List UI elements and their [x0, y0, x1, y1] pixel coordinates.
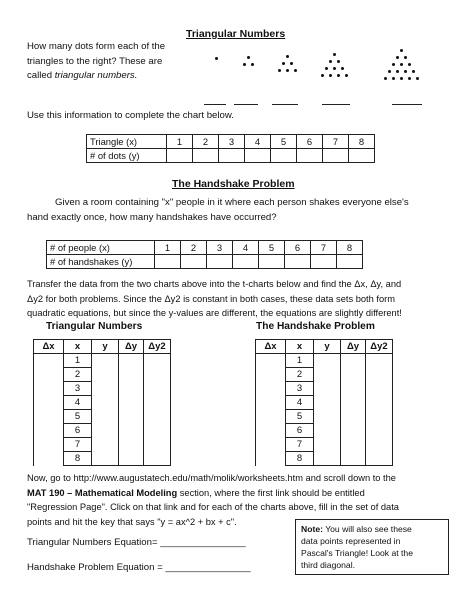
table-cell: 5: [259, 241, 285, 255]
dot: [396, 70, 399, 73]
tchart-input-cell[interactable]: [34, 382, 64, 396]
table-cell: 1: [155, 241, 181, 255]
tchart-input-cell[interactable]: [92, 410, 119, 424]
dot: [341, 67, 344, 70]
tchart-x-cell: 3: [64, 382, 92, 396]
input-cell[interactable]: [311, 255, 337, 269]
dot: [384, 77, 387, 80]
triangular-equation-line[interactable]: Triangular Numbers Equation= ________________: [27, 537, 246, 548]
table-row: [47, 241, 363, 255]
tchart-x-cell: 3: [286, 382, 314, 396]
transfer-line-1: Transfer the data from the two charts above into the t-charts below and find the Δx, Δy, and: [27, 279, 402, 289]
table-row: [34, 424, 171, 438]
transfer-text: [27, 277, 463, 321]
dot: [404, 70, 407, 73]
tchart-handshake: [255, 339, 393, 466]
tchart-input-cell[interactable]: [341, 452, 366, 466]
tchart-x-cell: 8: [286, 452, 314, 466]
dot: [412, 70, 415, 73]
tchart-x-cell: 2: [64, 368, 92, 382]
table-cell: 2: [193, 135, 219, 149]
tchart-triangular: [33, 339, 171, 466]
input-cell[interactable]: [323, 149, 349, 163]
input-cell[interactable]: [259, 255, 285, 269]
tchart-x-cell: 8: [64, 452, 92, 466]
tchart-input-cell[interactable]: [256, 452, 286, 466]
tchart-header-cell: x: [286, 340, 314, 354]
tchart-input-cell[interactable]: [314, 410, 341, 424]
intro-line-1: How many dots form each of the: [27, 41, 166, 52]
tchart-x-cell: 6: [286, 424, 314, 438]
dot: [337, 74, 340, 77]
tchart-x-cell: 4: [64, 396, 92, 410]
table-row: [34, 354, 171, 368]
tchart-input-cell[interactable]: [341, 424, 366, 438]
tchart-input-cell[interactable]: [314, 396, 341, 410]
dot: [243, 63, 246, 66]
tchart-input-cell[interactable]: [119, 410, 144, 424]
title-handshake-problem: The Handshake Problem: [172, 178, 295, 190]
tchart-input-cell[interactable]: [144, 382, 171, 396]
tchart-input-cell[interactable]: [119, 368, 144, 382]
table-cell: 3: [207, 241, 233, 255]
tchart-input-cell[interactable]: [366, 354, 393, 368]
handshake-equation-line[interactable]: Handshake Problem Equation = ________________: [27, 562, 251, 573]
tchart-input-cell[interactable]: [314, 368, 341, 382]
tchart-input-cell[interactable]: [256, 424, 286, 438]
input-cell[interactable]: [207, 255, 233, 269]
tchart-input-cell[interactable]: [314, 382, 341, 396]
input-cell[interactable]: [297, 149, 323, 163]
input-cell[interactable]: [233, 255, 259, 269]
table-cell: 8: [349, 135, 375, 149]
people-x-label: # of people (x): [47, 241, 155, 255]
answer-blank[interactable]: [272, 104, 298, 105]
dot: [404, 56, 407, 59]
tchart-input-cell[interactable]: [34, 410, 64, 424]
handshake-line-2: hand exactly once, how many handshakes have occurred?: [27, 211, 277, 223]
instructions-line-2: MAT 190 – Mathematical Modeling section, where the first link should be entitled: [27, 487, 365, 498]
dot: [400, 49, 403, 52]
tchart-left-title: Triangular Numbers: [46, 321, 143, 332]
tchart-input-cell[interactable]: [144, 424, 171, 438]
dot: [278, 69, 281, 72]
intro-term: triangular numbers.: [54, 70, 138, 81]
tchart-input-cell[interactable]: [144, 396, 171, 410]
tchart-input-cell[interactable]: [92, 396, 119, 410]
dot: [400, 77, 403, 80]
table-row: [87, 135, 375, 149]
tchart-x-cell: 5: [64, 410, 92, 424]
tchart-input-cell[interactable]: [366, 368, 393, 382]
table-row: [256, 438, 393, 452]
transfer-line-3: quadratic equations, but since the y-values are different, the equations are slightly different!: [27, 308, 402, 318]
dot: [333, 53, 336, 56]
tchart-input-cell[interactable]: [34, 452, 64, 466]
tchart-input-cell[interactable]: [92, 354, 119, 368]
tchart-input-cell[interactable]: [256, 382, 286, 396]
input-cell[interactable]: [181, 255, 207, 269]
answer-blank[interactable]: [204, 104, 226, 105]
tchart-input-cell[interactable]: [341, 438, 366, 452]
note-label: Note:: [301, 524, 323, 534]
note-box: Note: You will also see these data points represented in Pascal's Triangle! Look at the third diagonal.: [295, 519, 449, 575]
table-row: [256, 424, 393, 438]
tchart-input-cell[interactable]: [144, 354, 171, 368]
answer-blank[interactable]: [392, 104, 422, 105]
table-row: [34, 452, 171, 466]
tchart-x-cell: 4: [286, 396, 314, 410]
dot: [215, 57, 218, 60]
tchart-input-cell[interactable]: [119, 382, 144, 396]
tchart-input-cell[interactable]: [119, 438, 144, 452]
tchart-input-cell[interactable]: [34, 396, 64, 410]
dot: [396, 56, 399, 59]
tchart-input-cell[interactable]: [256, 410, 286, 424]
tchart-input-cell[interactable]: [256, 396, 286, 410]
table-cell: 7: [311, 241, 337, 255]
handshake-line-1: Given a room containing "x" people in it where each person shakes everyone else's: [55, 197, 409, 208]
table-cell: 4: [233, 241, 259, 255]
input-cell[interactable]: [219, 149, 245, 163]
intro-text: [27, 40, 165, 84]
input-cell[interactable]: [167, 149, 193, 163]
tchart-input-cell[interactable]: [366, 424, 393, 438]
tchart-input-cell[interactable]: [34, 424, 64, 438]
tchart-input-cell[interactable]: [144, 410, 171, 424]
tchart-header-cell: Δx: [256, 340, 286, 354]
table-row: [34, 396, 171, 410]
tchart-input-cell[interactable]: [366, 438, 393, 452]
tchart-x-cell: 2: [286, 368, 314, 382]
tchart-header-cell: Δy: [341, 340, 366, 354]
table-cell: 4: [245, 135, 271, 149]
input-cell[interactable]: [337, 255, 363, 269]
tchart-x-cell: 1: [64, 354, 92, 368]
dot: [294, 69, 297, 72]
tchart-x-cell: 6: [64, 424, 92, 438]
input-cell[interactable]: [245, 149, 271, 163]
table-row: [34, 382, 171, 396]
intro-line-3: called triangular numbers.: [27, 70, 138, 81]
tchart-input-cell[interactable]: [92, 368, 119, 382]
dot: [392, 77, 395, 80]
tchart-input-cell[interactable]: [314, 354, 341, 368]
tchart-header-cell: y: [92, 340, 119, 354]
transfer-line-2: Δy2 for both problems. Since the Δy2 is constant in both cases, these data sets both form: [27, 293, 395, 304]
tchart-header-cell: Δy2: [366, 340, 393, 354]
tchart-input-cell[interactable]: [144, 368, 171, 382]
table-row: [256, 396, 393, 410]
table-row: [256, 368, 393, 382]
tchart-input-cell[interactable]: [119, 452, 144, 466]
input-cell[interactable]: [193, 149, 219, 163]
tchart-input-cell[interactable]: [366, 410, 393, 424]
tchart-input-cell[interactable]: [341, 368, 366, 382]
table-cell: 8: [337, 241, 363, 255]
dot: [408, 63, 411, 66]
use-info-text: Use this information to complete the chart below.: [27, 110, 234, 121]
dot: [286, 69, 289, 72]
table-row: [87, 149, 375, 163]
tchart-input-cell[interactable]: [256, 368, 286, 382]
dot: [416, 77, 419, 80]
dot: [329, 74, 332, 77]
table-row: [256, 382, 393, 396]
tchart-header-cell: Δx: [34, 340, 64, 354]
dot: [282, 62, 285, 65]
tchart-input-cell[interactable]: [34, 438, 64, 452]
dot: [251, 63, 254, 66]
table-cell: 2: [181, 241, 207, 255]
tchart-header-cell: x: [64, 340, 92, 354]
tchart-input-cell[interactable]: [341, 410, 366, 424]
intro-line-2: triangles to the right? These are: [27, 55, 163, 67]
tchart-input-cell[interactable]: [314, 424, 341, 438]
tchart-input-cell[interactable]: [366, 396, 393, 410]
dot: [333, 67, 336, 70]
dot: [388, 70, 391, 73]
table-row: [47, 255, 363, 269]
answer-blank[interactable]: [234, 104, 258, 105]
tchart-input-cell[interactable]: [92, 382, 119, 396]
tchart-header-cell: y: [314, 340, 341, 354]
tchart-input-cell[interactable]: [341, 382, 366, 396]
triangle-x-label: Triangle (x): [87, 135, 167, 149]
input-cell[interactable]: [155, 255, 181, 269]
tchart-input-cell[interactable]: [34, 368, 64, 382]
tchart-header-cell: Δy2: [144, 340, 171, 354]
table-cell: 7: [323, 135, 349, 149]
table-row: [34, 368, 171, 382]
table-cell: 5: [271, 135, 297, 149]
handshakes-y-label: # of handshakes (y): [47, 255, 155, 269]
tchart-input-cell[interactable]: [144, 438, 171, 452]
tchart-header-cell: Δy: [119, 340, 144, 354]
tchart-header-row: [34, 340, 171, 354]
tchart-input-cell[interactable]: [341, 396, 366, 410]
table-cell: 6: [297, 135, 323, 149]
tchart-input-cell[interactable]: [256, 438, 286, 452]
instructions-line-4: points and hit the key that says "y = ax^2 + bx + c".: [27, 516, 237, 527]
tchart-header-row: [256, 340, 393, 354]
tchart-input-cell[interactable]: [119, 424, 144, 438]
tchart-input-cell[interactable]: [314, 452, 341, 466]
tchart-input-cell[interactable]: [144, 452, 171, 466]
table-row: [256, 354, 393, 368]
table-cell: 1: [167, 135, 193, 149]
tchart-input-cell[interactable]: [92, 452, 119, 466]
table-row: [34, 410, 171, 424]
dot: [400, 63, 403, 66]
dot: [286, 55, 289, 58]
tchart-input-cell[interactable]: [119, 354, 144, 368]
tchart-input-cell[interactable]: [119, 396, 144, 410]
input-cell[interactable]: [349, 149, 375, 163]
input-cell[interactable]: [271, 149, 297, 163]
tchart-input-cell[interactable]: [256, 354, 286, 368]
dot: [247, 56, 250, 59]
tchart-input-cell[interactable]: [34, 354, 64, 368]
table-cell: 6: [285, 241, 311, 255]
dot: [392, 63, 395, 66]
tchart-input-cell[interactable]: [92, 424, 119, 438]
tchart-right-title: The Handshake Problem: [256, 321, 375, 332]
triangle-chart: [86, 134, 375, 163]
tchart-x-cell: 1: [286, 354, 314, 368]
tchart-x-cell: 5: [286, 410, 314, 424]
dot: [345, 74, 348, 77]
input-cell[interactable]: [285, 255, 311, 269]
dot: [408, 77, 411, 80]
dots-y-label: # of dots (y): [87, 149, 167, 163]
tchart-input-cell[interactable]: [92, 438, 119, 452]
table-row: [34, 438, 171, 452]
tchart-x-cell: 7: [286, 438, 314, 452]
title-triangular-numbers: Triangular Numbers: [186, 28, 286, 40]
dot: [290, 62, 293, 65]
instructions-line-1: Now, go to http://www.augustatech.edu/math/molik/worksheets.htm and scroll down to the: [27, 473, 396, 483]
dot: [337, 60, 340, 63]
dot: [325, 67, 328, 70]
table-cell: 3: [219, 135, 245, 149]
tchart-input-cell[interactable]: [366, 452, 393, 466]
handshake-text: [27, 196, 447, 225]
handshake-chart: [46, 240, 363, 269]
tchart-input-cell[interactable]: [341, 354, 366, 368]
dot: [321, 74, 324, 77]
table-row: [256, 452, 393, 466]
instructions-line-3: "Regression Page". Click on that link and for each of the charts above, fill in the set of data: [27, 502, 399, 512]
tchart-input-cell[interactable]: [314, 438, 341, 452]
tchart-x-cell: 7: [64, 438, 92, 452]
tchart-input-cell[interactable]: [366, 382, 393, 396]
table-row: [256, 410, 393, 424]
answer-blank[interactable]: [322, 104, 350, 105]
dot: [329, 60, 332, 63]
